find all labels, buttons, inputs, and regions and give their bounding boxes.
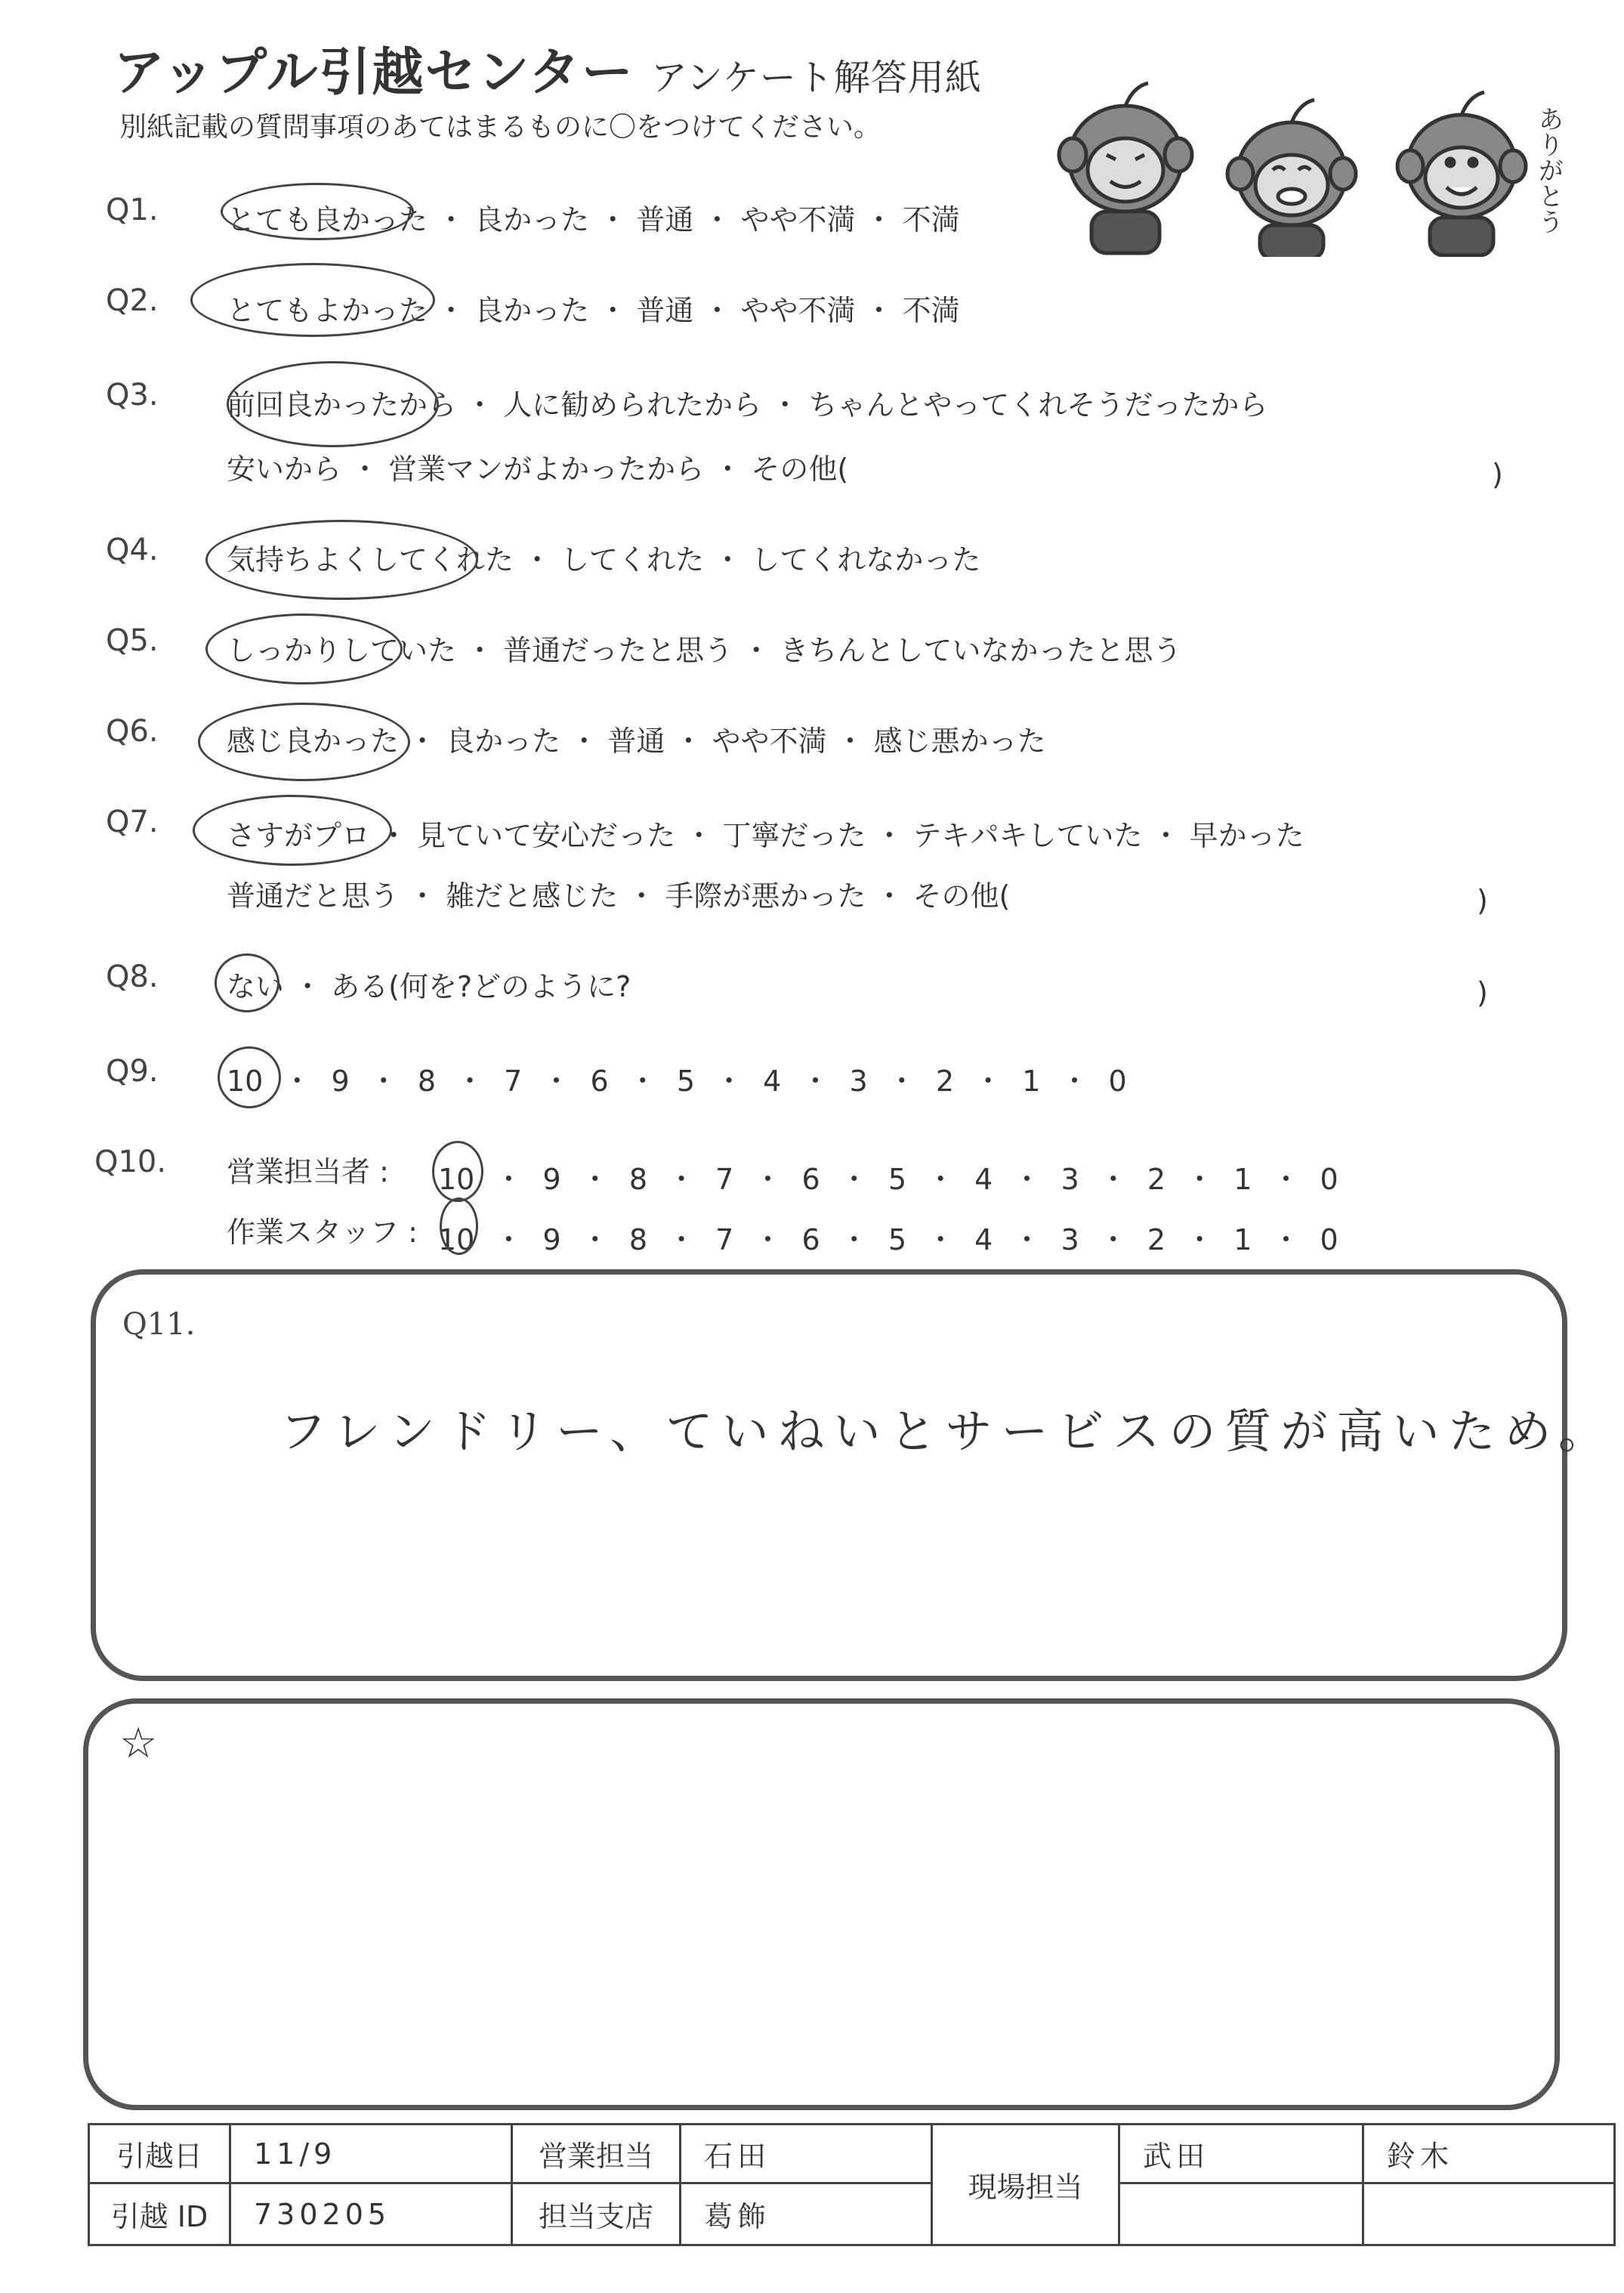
q7-answer-circle: [193, 795, 392, 866]
q7-options-line2: 普通だと思う ・ 雑だと感じた ・ 手際が悪かった ・ その他(: [227, 879, 1011, 913]
q8-options: ない ・ ある(何を?どのように?: [227, 970, 631, 1003]
q10-staff-scale: 10 ・ 9 ・ 8 ・ 7 ・ 6 ・ 5 ・ 4 ・ 3 ・ 2 ・ 1 ・ 0: [438, 1223, 1338, 1256]
site-rep-extra-1: [1119, 2183, 1363, 2245]
q3-options-line2: 安いから ・ 営業マンがよかったから ・ その他(: [227, 453, 849, 486]
instruction-text: 別紙記載の質問事項のあてはまるものに〇をつけてください。: [119, 112, 881, 143]
site-rep-extra-2: [1363, 2183, 1615, 2245]
q9-answer-circle: [218, 1046, 281, 1108]
q6-options: 感じ良かった ・ 良かった ・ 普通 ・ やや不満 ・ 感じ悪かった: [227, 725, 1046, 758]
monkey-icon: [1227, 100, 1356, 257]
q3-options-line1: 前回良かったから ・ 人に勧められたから ・ ちゃんとやってくれそうだったから: [227, 388, 1268, 422]
q7-close-paren: ): [1477, 884, 1488, 917]
q10-staff-answer-circle: [440, 1197, 478, 1255]
q10-staff-label: 作業スタッフ :: [227, 1216, 418, 1249]
star-icon: ☆: [119, 1719, 158, 1768]
branch-value: 葛飾: [681, 2183, 932, 2245]
monkey-icon: [1397, 92, 1526, 255]
sales-rep-value: 石田: [681, 2125, 932, 2183]
q11-label: Q11.: [122, 1307, 196, 1342]
q10-sales-label: 営業担当者 :: [227, 1155, 389, 1188]
q10-sales-scale: 10 ・ 9 ・ 8 ・ 7 ・ 6 ・ 5 ・ 4 ・ 3 ・ 2 ・ 1 ・ 0: [438, 1163, 1338, 1196]
q11-answer-box: [91, 1269, 1567, 1681]
q5-options: しっかりしていた ・ 普通だったと思う ・ きちんとしていなかったと思う: [227, 634, 1182, 667]
move-date-label: 引越日: [89, 2125, 230, 2183]
monkeys-illustration: [1042, 60, 1586, 257]
q8-answer-circle: [215, 953, 279, 1012]
q3-close-paren: ): [1492, 458, 1503, 491]
q10-label: Q10.: [94, 1145, 167, 1179]
form-subtitle: アンケート解答用紙: [650, 57, 982, 99]
move-id-label: 引越 ID: [89, 2183, 230, 2245]
q5-answer-circle: [205, 613, 403, 685]
q2-label: Q2.: [106, 283, 159, 318]
q1-answer-circle: [221, 183, 414, 240]
site-rep-value-1: 武田: [1119, 2125, 1363, 2183]
q10-sales-answer-circle: [432, 1141, 483, 1202]
form-title: [113, 32, 982, 105]
q3-answer-circle: [227, 361, 439, 447]
footer-table: [88, 2123, 1616, 2246]
q5-label: Q5.: [106, 623, 159, 658]
q2-options: とてもよかった ・ 良かった ・ 普通 ・ やや不満 ・ 不満: [227, 294, 960, 327]
q1-label: Q1.: [106, 193, 159, 227]
q4-answer-circle: [205, 520, 478, 600]
q6-label: Q6.: [106, 714, 159, 749]
q7-options-line1: さすがプロ ・ 見ていて安心だった ・ 丁寧だった ・ テキパキしていた ・ 早かった: [227, 819, 1304, 852]
q2-answer-circle: [190, 263, 435, 337]
branch-label: 担当支店: [512, 2183, 681, 2245]
sales-rep-label: 営業担当: [512, 2125, 681, 2183]
monkey-icon: [1059, 83, 1192, 253]
q8-label: Q8.: [106, 960, 159, 994]
q6-answer-circle: [198, 703, 410, 781]
q11-handwritten-answer: フレンドリー、ていねいとサービスの質が高いため。: [279, 1404, 1615, 1459]
q1-options: とても良かった ・ 良かった ・ 普通 ・ やや不満 ・ 不満: [227, 203, 960, 236]
comment-box: [83, 1698, 1560, 2110]
thanks-caption: ありがとう: [1533, 106, 1564, 234]
q9-scale: 10 ・ 9 ・ 8 ・ 7 ・ 6 ・ 5 ・ 4 ・ 3 ・ 2 ・ 1 ・ 0: [227, 1065, 1127, 1098]
move-id-value: 730205: [230, 2183, 512, 2245]
q4-options: 気持ちよくしてくれた ・ してくれた ・ してくれなかった: [227, 543, 981, 576]
q3-label: Q3.: [106, 378, 159, 413]
q8-close-paren: ): [1477, 976, 1488, 1009]
q9-label: Q9.: [106, 1054, 159, 1089]
q7-label: Q7.: [106, 805, 159, 839]
site-rep-value-2: 鈴木: [1363, 2125, 1615, 2183]
site-rep-label: 現場担当: [932, 2125, 1119, 2245]
move-date-value: 11/9: [230, 2125, 512, 2183]
q4-label: Q4.: [106, 533, 159, 567]
company-name: アップル引越センター: [113, 43, 634, 103]
